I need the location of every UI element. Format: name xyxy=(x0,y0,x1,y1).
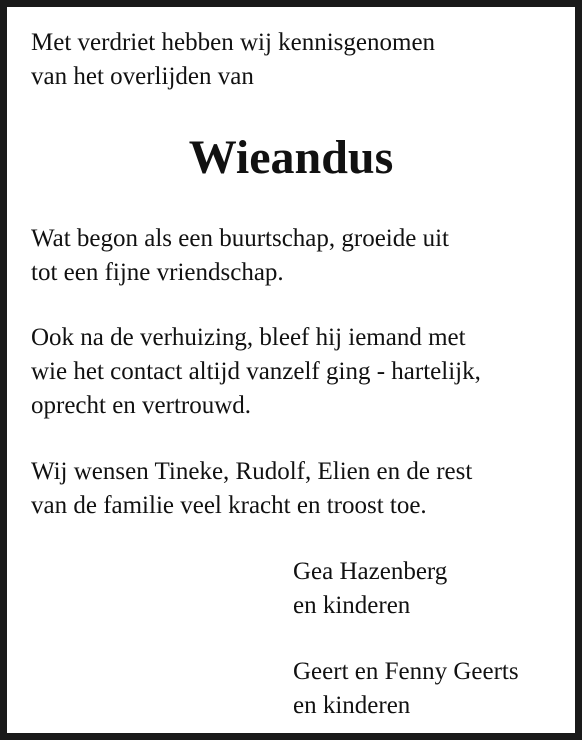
paragraph-1-line-1: Wat begon als een buurtschap, groeide uit xyxy=(31,225,449,252)
intro-text xyxy=(31,26,435,94)
signature-suffix: en kinderen xyxy=(293,692,411,719)
paragraph-3-line-1: Wij wensen Tineke, Rudolf, Elien en de rest xyxy=(31,458,473,485)
signature-gea-hazenberg xyxy=(293,555,447,623)
deceased-name: Wieandus xyxy=(188,131,394,184)
paragraph-2-line-3: oprecht en vertrouwd. xyxy=(31,392,252,419)
intro-line-1: Met verdriet hebben wij kennisgenomen xyxy=(31,29,436,56)
signature-geert-fenny-geerts xyxy=(293,655,519,723)
paragraph-2-line-1: Ook na de verhuizing, bleef hij iemand met xyxy=(31,324,466,351)
signature-name: Gea Hazenberg xyxy=(293,558,448,585)
paragraph-friendship xyxy=(31,222,449,290)
paragraph-relocation xyxy=(31,321,481,423)
paragraph-3-line-2: van de familie veel kracht en troost toe. xyxy=(31,492,427,519)
intro-line-2: van het overlijden van xyxy=(31,63,254,90)
signature-name: Geert en Fenny Geerts xyxy=(293,658,519,685)
paragraph-1-line-2: tot een fijne vriendschap. xyxy=(31,259,284,286)
paragraph-condolences xyxy=(31,455,472,523)
signature-suffix: en kinderen xyxy=(293,592,411,619)
paragraph-2-line-2: wie het contact altijd vanzelf ging - hartelijk, xyxy=(31,358,481,385)
